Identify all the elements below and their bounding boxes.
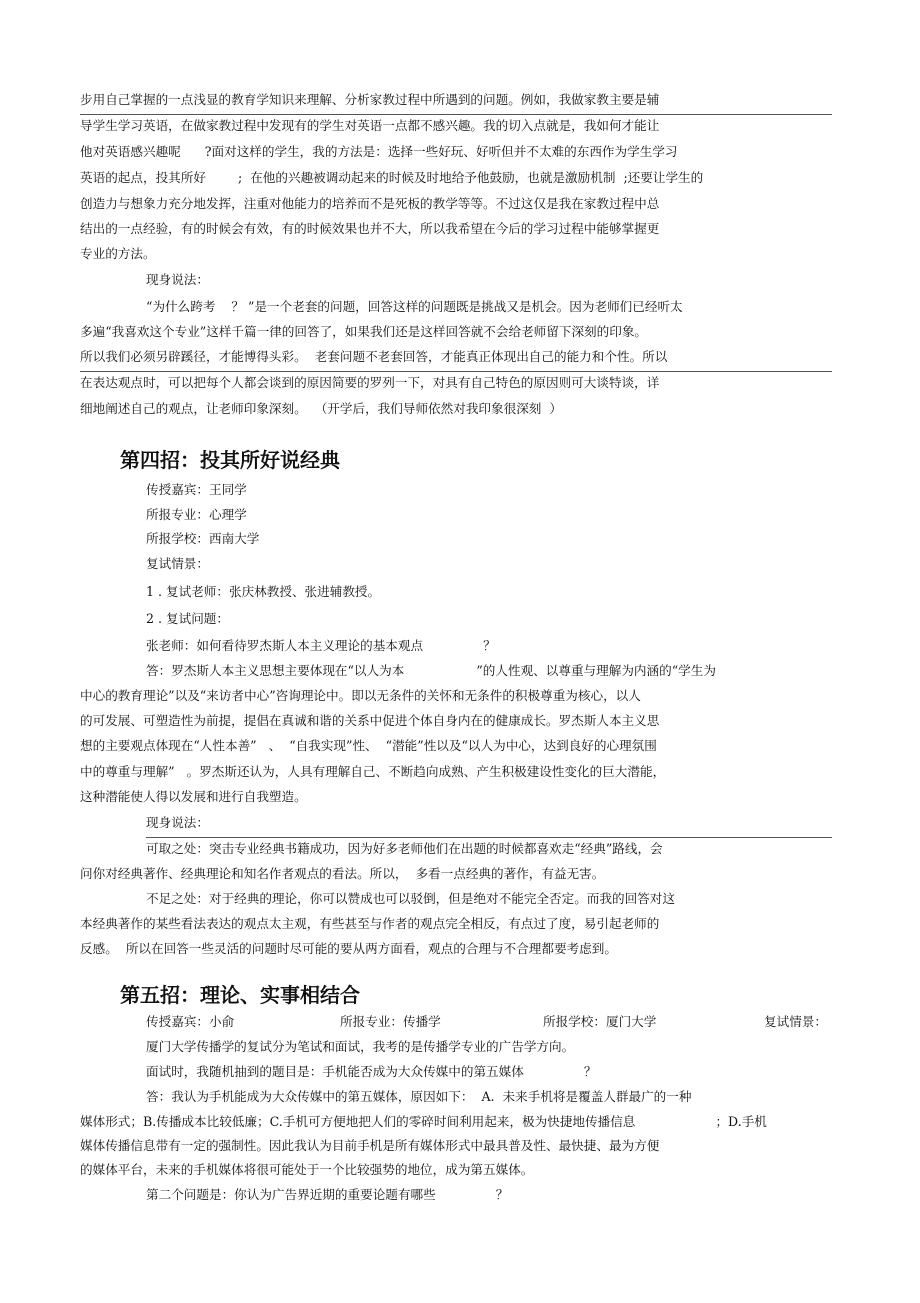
list-item: 1 . 复试老师：张庆林教授、张进辅教授。 — [146, 584, 381, 599]
paragraph-line: 英语的起点，投其所好 ; 在他的兴趣被调动起来的时候及时地给予他鼓励，也就是激励机制 ;还要让学生的 — [80, 170, 704, 185]
answer-line: 中的尊重与理解” 。罗杰斯还认为，人具有理解自己、不断趋向成熟、产生积极建设性变化的巨大潜能， — [80, 764, 666, 779]
divider-line — [80, 371, 832, 372]
paragraph-line: 结出的一点经验，有的时候会有效，有的时候效果也并不大，所以我希望在今后的学习过程中能够掌握更 — [80, 221, 660, 236]
divider-line — [80, 114, 832, 115]
paragraph-line: 专业的方法。 — [80, 246, 156, 261]
answer-line: 这种潜能使人得以发展和进行自我塑造。 — [80, 789, 307, 804]
self-talk-label: 现身说法： — [146, 815, 209, 830]
section-heading: 第五招：理论、实事相结合 — [120, 983, 360, 1007]
flaw-line: 反感。 所以在回答一些灵活的问题时尽可能的要从两方面看，观点的合理与不合理都要考虑到。 — [80, 941, 617, 956]
divider-line — [146, 837, 832, 838]
answer-line: 答：我认为手机能成为大众传媒中的第五媒体，原因如下： A. 未来手机将是覆盖人群最广的一种 — [146, 1089, 692, 1104]
guest-info: 传授嘉宾：小俞 — [146, 1014, 235, 1029]
answer-line: 的媒体平台，未来的手机媒体将很可能处于一个比较强势的地位，成为第五媒体。 — [80, 1162, 534, 1177]
answer-line: 媒体传播信息带有一定的强制性。因此我认为目前手机是所有媒体形式中最具普及性、最快捷、最为方便 — [80, 1138, 660, 1153]
question-line: 张老师：如何看待罗杰斯人本主义理论的基本观点 ？ — [146, 638, 496, 653]
paragraph-line: 多遍“我喜欢这个专业”这样千篇一律的回答了，如果我们还是这样回答就不会给老师留下深刻的印象。 — [80, 324, 648, 339]
list-item: 2 . 复试问题： — [146, 611, 229, 626]
major-info: 所报专业：心理学 — [146, 507, 247, 522]
paragraph-line: “为什么跨考 ？ ”是一个老套的问题，回答这样的问题既是挑战又是机会。因为老师们已经听太 — [146, 299, 683, 314]
answer-line: 答：罗杰斯人本主义思想主要体现在“以人为本 ”的人性观、以尊重与理解为内涵的“学生为 — [146, 663, 716, 678]
paragraph-line: 所以我们必须另辟蹊径，才能博得头彩。 老套问题不老套回答，才能真正体现出自己的能力和个性。所以 — [80, 349, 668, 364]
answer-line: 的可发展、可塑造性为前提，提倡在真诚和谐的关系中促进个体自身内在的健康成长。罗杰斯人本主义思 — [80, 713, 660, 728]
merit-line: 问你对经典著作、经典理论和知名作者观点的看法。所以， 多看一点经典的著作，有益无害。 — [80, 866, 605, 881]
answer-line: 中心的教育理论”以及“来访者中心”咨询理论中。即以无条件的关怀和无条件的积极尊重为核心，以人 — [80, 688, 641, 703]
school-info: 所报学校：西南大学 — [146, 531, 260, 546]
scene-label: 复试情景： — [146, 556, 209, 571]
self-talk-label: 现身说法： — [146, 272, 209, 287]
question-line: 面试时，我随机抽到的题目是：手机能否成为大众传媒中的第五媒体 ？ — [146, 1064, 597, 1079]
guest-info: 传授嘉宾：王同学 — [146, 482, 247, 497]
school-info: 所报学校：厦门大学 — [543, 1014, 657, 1029]
paragraph-line: 在表达观点时，可以把每个人都会谈到的原因简要的罗列一下，对具有自己特色的原因则可大谈特谈，详 — [80, 375, 660, 390]
answer-line: 媒体形式；B.传播成本比较低廉；C.手机可方便地把人们的零碎时间利用起来，极为快捷地传播信息 ；D.手机 — [80, 1114, 767, 1129]
paragraph-line: 他对英语感兴趣呢 ?面对这样的学生，我的方法是：选择一些好玩、好听但并不太难的东西作为学生学习 — [80, 144, 678, 159]
major-info: 所报专业：传播学 — [340, 1014, 441, 1029]
scene-label: 复试情景： — [764, 1014, 827, 1029]
flaw-line: 本经典著作的某些看法表达的观点太主观，有些甚至与作者的观点完全相反，有点过了度，易引起老师的 — [80, 916, 660, 931]
intro-line: 厦门大学传播学的复试分为笔试和面试，我考的是传播学专业的广告学方向。 — [146, 1039, 575, 1054]
paragraph-line: 细地阐述自己的观点，让老师印象深刻。 （开学后，我们导师依然对我印象很深刻 ） — [80, 401, 562, 416]
flaw-line: 不足之处：对于经典的理论，你可以赞成也可以驳倒，但是绝对不能完全否定。而我的回答对这 — [146, 891, 675, 906]
section-heading: 第四招：投其所好说经典 — [120, 448, 340, 472]
paragraph-line: 步用自己掌握的一点浅显的教育学知识来理解、分析家教过程中所遇到的问题。例如，我做家教主要是辅 — [80, 92, 660, 107]
answer-line: 想的主要观点体现在“人性本善” 、 “自我实现”性、 “潜能”性以及“以人为中心，达到良好的心理氛围 — [80, 738, 657, 753]
paragraph-line: 导学生学习英语，在做家教过程中发现有的学生对英语一点都不感兴趣。我的切入点就是，我如何才能让 — [80, 118, 660, 133]
merit-line: 可取之处：突击专业经典书籍成功，因为好多老师他们在出题的时候都喜欢走“经典”路线，会 — [146, 841, 663, 856]
paragraph-line: 创造力与想象力充分地发挥，注重对他能力的培养而不是死板的教学等等。不过这仅是我在家教过程中总 — [80, 196, 660, 211]
question-line: 第二个问题是：你认为广告界近期的重要论题有哪些 ？ — [146, 1187, 509, 1202]
